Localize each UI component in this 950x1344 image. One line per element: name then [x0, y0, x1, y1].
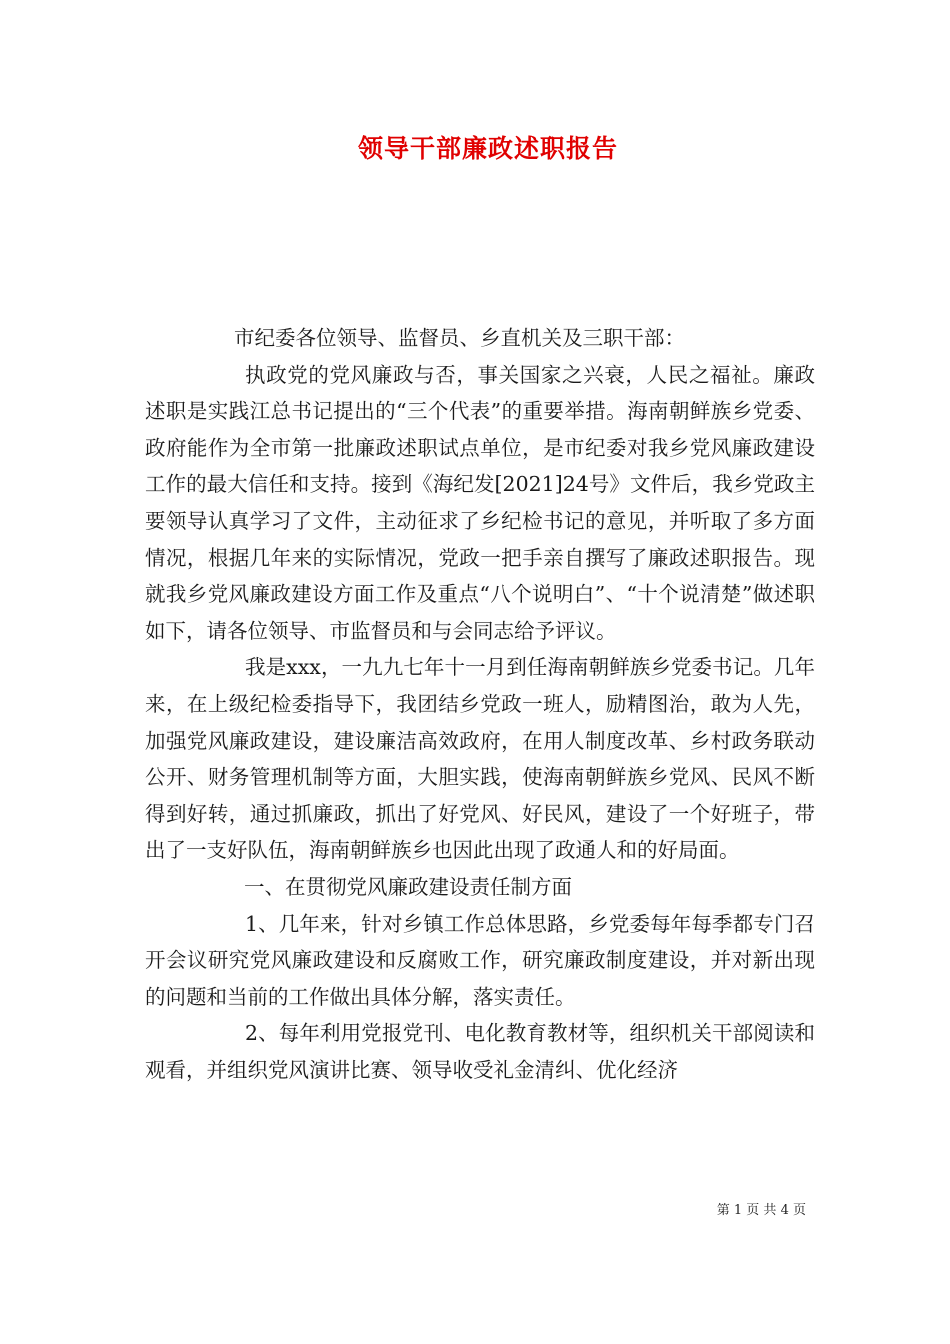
paragraph: 我是xxx，一九九七年十一月到任海南朝鲜族乡党委书记。几年来，在上级纪检委指导下，我团结乡党政一班人，励精图治，敢为人先，加强党风廉政建设，建设廉洁高效政府，在用人制度改革、乡村政务联动公开、财务管理机制等方面，大胆实践，使海南朝鲜族乡党风、民风不断得到好转，通过抓廉政，抓出了好党风、好民风，建设了一个好班子，带出了一支好队伍，海南朝鲜族乡也因此出现了政通人和的好局面。	[145, 655, 815, 863]
page-label-mid: 页 共	[746, 1203, 777, 1218]
list-item: 1、几年来，针对乡镇工作总体思路，乡党委每年每季都专门召开会议研究党风廉政建设和反腐败工作，研究廉政制度建设，并对新出现的问题和当前的工作做出具体分解，落实责任。	[145, 911, 815, 1009]
section-heading: 一、在贯彻党风廉政建设责任制方面	[244, 874, 572, 899]
document-body	[145, 320, 815, 1088]
total-pages: 4	[780, 1203, 789, 1218]
page-footer	[0, 1202, 806, 1220]
page-number: 1	[733, 1203, 743, 1218]
paragraph: 执政党的党风廉政与否，事关国家之兴衰，人民之福祉。廉政述职是实践江总书记提出的“三个代表”的重要举措。海南朝鲜族乡党委、政府能作为全市第一批廉政述职试点单位，是市纪委对我乡党风廉政建设工作的最大信任和支持。接到《海纪发[2021]24号》文件后，我乡党政主要领导认真学习了文件，主动征求了乡纪检书记的意见，并听取了多方面情况，根据几年来的实际情况，党政一把手亲自撰写了廉政述职报告。现就我乡党风廉政建设方面工作及重点“八个说明白”、“十个说清楚”做述职如下，请各位领导、市监督员和与会同志给予评议。	[145, 362, 815, 643]
list-item: 2、每年利用党报党刊、电化教育教材等，组织机关干部阅读和观看，并组织党风演讲比赛、领导收受礼金清纠、优化经济	[145, 1021, 815, 1082]
document-title: 领导干部廉政述职报告	[357, 134, 618, 163]
page-label-suffix: 页	[792, 1203, 806, 1218]
salutation: 市纪委各位领导、监督员、乡直机关及三职干部：	[234, 326, 685, 350]
page-label-prefix: 第	[716, 1203, 730, 1218]
